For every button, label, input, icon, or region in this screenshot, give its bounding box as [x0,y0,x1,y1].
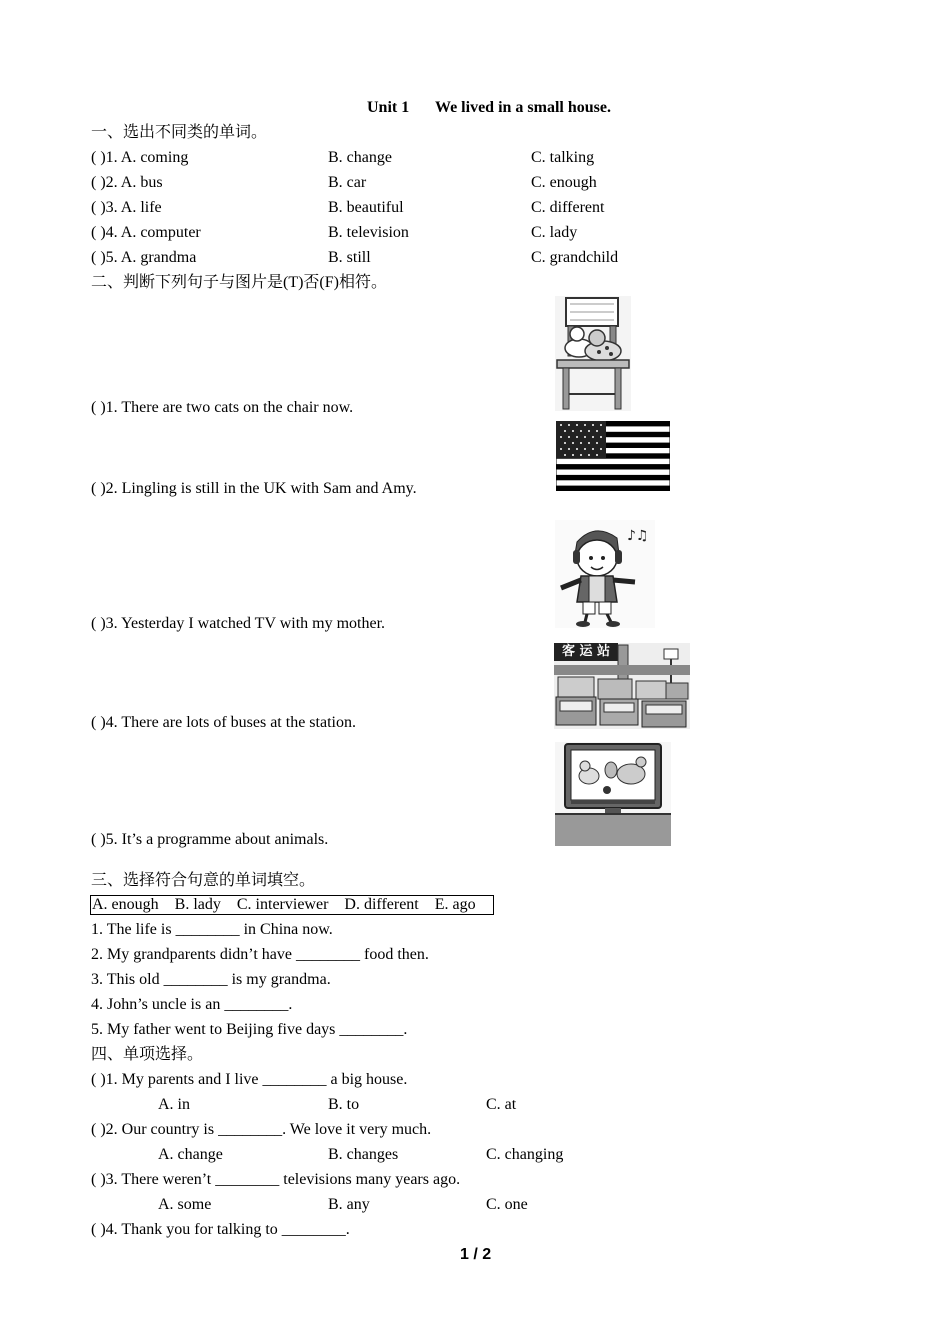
s2-q5: ( )5. It’s a programme about animals. [91,831,329,848]
s1-q2-b: B. car [328,174,367,191]
s4-q3-c: C. one [486,1196,528,1213]
chair-cats-picture [555,296,631,411]
s2-q3: ( )3. Yesterday I watched TV with my mother. [91,615,386,632]
s1-q2-c: C. enough [531,174,597,191]
word-bank-box [90,895,494,915]
page-number: 1 / 2 [460,1246,492,1263]
s4-q1-c: C. at [486,1096,517,1113]
boy-headphones-picture [555,520,655,628]
section2-heading: 二、判断下列句子与图片是(T)否(F)相符。 [91,274,387,291]
word-bank-text: A. enough B. lady C. interviewer D. different E. ago [92,896,476,913]
s1-q1: ( )1. A. coming [91,149,189,166]
s1-q4-c: C. lady [531,224,578,241]
s1-q3: ( )3. A. life [91,199,162,216]
s1-q4-b: B. television [328,224,409,241]
s1-q5-c: C. grandchild [531,249,619,266]
s1-q3-c: C. different [531,199,605,216]
s1-q1-b: B. change [328,149,392,166]
s4-q2-c: C. changing [486,1146,564,1163]
s1-q1-c: C. talking [531,149,595,166]
s4-q1: ( )1. My parents and I live ________ a big house. [91,1071,408,1088]
section4-heading: 四、单项选择。 [91,1046,204,1063]
bus-station-picture [554,643,690,729]
s4-q2-a: A. change [158,1146,223,1163]
s3-q2: 2. My grandparents didn’t have ________ food then. [91,946,429,963]
s1-q4: ( )4. A. computer [91,224,201,241]
s4-q4: ( )4. Thank you for talking to ________. [91,1221,350,1238]
s2-q2: ( )2. Lingling is still in the UK with Sam and Amy. [91,480,417,497]
s4-q1-b: B. to [328,1096,360,1113]
station-sign: 客 运 站 [554,643,618,661]
section3-heading: 三、选择符合句意的单词填空。 [91,872,316,889]
s2-q1: ( )1. There are two cats on the chair now. [91,399,354,416]
s1-q5-b: B. still [328,249,371,266]
s3-q5: 5. My father went to Beijing five days ________. [91,1021,408,1038]
page-title [367,98,611,118]
s1-q3-b: B. beautiful [328,199,404,216]
svg-text:♪♫: ♪♫ [627,528,649,544]
title-unit: Unit 1 [367,99,410,116]
s1-q5: ( )5. A. grandma [91,249,197,266]
s2-q4: ( )4. There are lots of buses at the station. [91,714,356,731]
s4-q3-a: A. some [158,1196,212,1213]
s4-q1-a: A. in [158,1096,190,1113]
s4-q2-b: B. changes [328,1146,399,1163]
section1-heading: 一、选出不同类的单词。 [91,124,268,141]
s3-q3: 3. This old ________ is my grandma. [91,971,331,988]
bus-station-drawing [554,643,690,729]
tv-animals-picture [555,742,671,846]
s3-q1: 1. The life is ________ in China now. [91,921,333,938]
s4-q2: ( )2. Our country is ________. We love it very much. [91,1121,432,1138]
s3-q4: 4. John’s uncle is an ________. [91,996,293,1013]
s1-q2: ( )2. A. bus [91,174,163,191]
s4-q3: ( )3. There weren’t ________ televisions many years ago. [91,1171,461,1188]
us-flag-picture [556,421,670,491]
s4-q3-b: B. any [328,1196,370,1213]
title-text: We lived in a small house. [434,99,611,116]
